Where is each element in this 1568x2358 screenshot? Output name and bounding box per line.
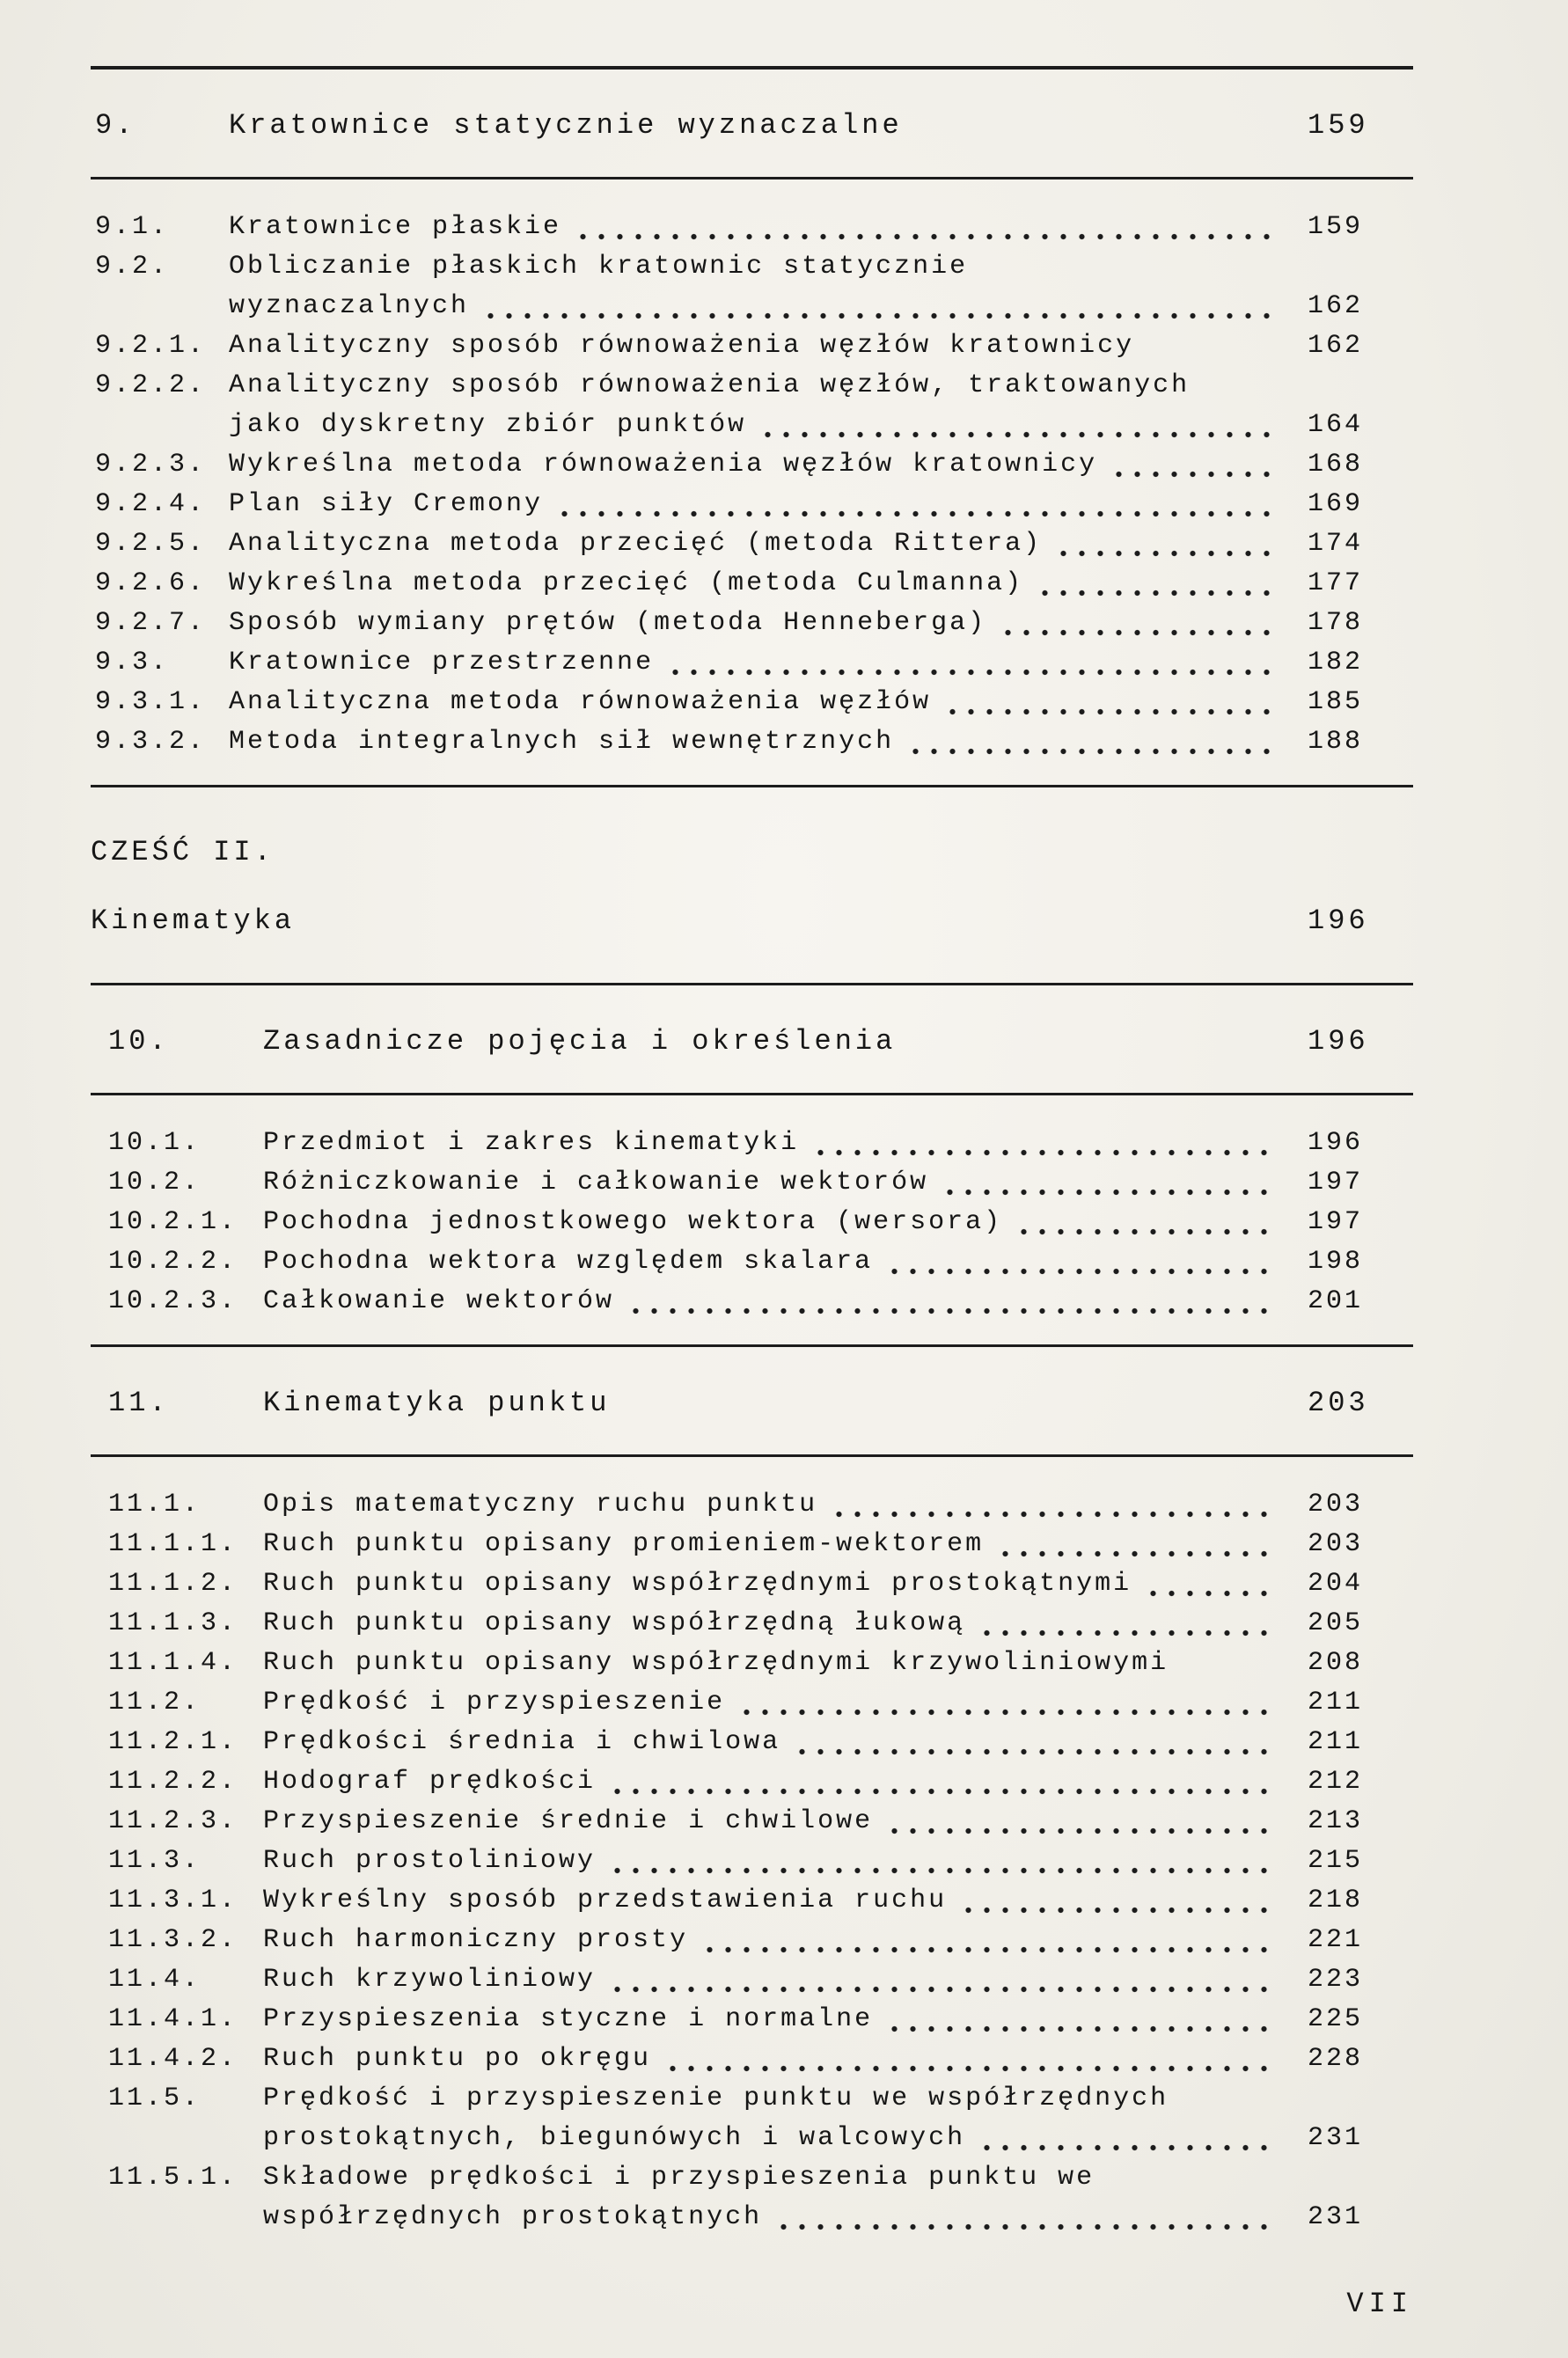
dot-leader	[811, 1124, 1271, 1163]
entry-page-number: 162	[1308, 291, 1364, 321]
toc-entry-line	[108, 1802, 1413, 1842]
dot-leader	[608, 1762, 1271, 1802]
dot-leader	[978, 2119, 1271, 2158]
dot-leader	[1144, 1564, 1271, 1604]
horizontal-rule	[91, 177, 1413, 179]
entry-title: Pochodna wektora względem skalara	[263, 1247, 874, 1277]
horizontal-rule	[91, 785, 1413, 787]
toc-entry-line	[108, 2198, 1413, 2237]
entry-title: Różniczkowanie i całkowanie wektorów	[263, 1168, 929, 1197]
part-title: Kinematyka	[91, 904, 296, 937]
toc-entry-line	[95, 326, 1413, 366]
entry-title: Wykreślny sposób przedstawienia ruchu	[263, 1886, 948, 1915]
dot-leader	[666, 643, 1271, 683]
toc-entry-line	[108, 1124, 1413, 1163]
section-title: Kinematyka punktu	[263, 1387, 611, 1419]
toc-entry-list	[91, 1124, 1413, 1322]
entry-page-number: 228	[1308, 2044, 1364, 2074]
toc-entry-line	[95, 406, 1413, 445]
entry-title: Kratownice płaskie	[229, 212, 562, 242]
toc-entry-line	[95, 683, 1413, 722]
entry-number: 11.3.1.	[108, 1886, 238, 1915]
toc-entry-line	[108, 1242, 1413, 1282]
entry-page-number: 178	[1308, 608, 1364, 638]
toc-entry	[108, 1802, 1413, 1842]
toc-entry	[108, 2079, 1413, 2158]
toc-entry-line	[108, 1282, 1413, 1322]
entry-page-number: 162	[1308, 331, 1364, 361]
dot-leader	[885, 1802, 1271, 1842]
section-heading	[91, 1021, 1413, 1063]
dot-leader	[885, 2000, 1271, 2039]
dot-leader	[978, 1604, 1271, 1644]
entry-page-number: 168	[1308, 450, 1364, 480]
dot-leader	[1181, 1644, 1271, 1683]
toc-entry-line	[108, 2039, 1413, 2079]
dot-leader	[959, 1881, 1271, 1921]
entry-number: 11.3.	[108, 1846, 201, 1876]
toc-entry	[95, 366, 1413, 445]
entry-page-number	[1308, 2158, 1413, 2198]
horizontal-rule	[91, 1454, 1413, 1457]
section-heading	[91, 1382, 1413, 1424]
toc-entry-line	[95, 208, 1413, 247]
toc-entry	[95, 326, 1413, 366]
section-page-number: 196	[1308, 1025, 1369, 1058]
entry-number: 9.2.1.	[95, 331, 207, 361]
toc-entry-list	[91, 1485, 1413, 2237]
toc-entry	[95, 722, 1413, 762]
entry-title: Pochodna jednostkowego wektora (wersora)	[263, 1207, 1003, 1237]
entry-page-number: 223	[1308, 1965, 1364, 1995]
entry-number: 10.2.1.	[108, 1207, 238, 1237]
toc-entry	[95, 604, 1413, 643]
toc-entry	[95, 445, 1413, 485]
toc-entry	[108, 1525, 1413, 1564]
entry-title: Metoda integralnych sił wewnętrznych	[229, 727, 895, 757]
toc-entry-line	[108, 1683, 1413, 1723]
entry-title: Analityczny sposób równoważenia węzłów, traktowanych	[229, 370, 1191, 400]
dot-leader	[1054, 524, 1271, 564]
section-title: Kratownice statycznie wyznaczalne	[229, 109, 903, 142]
spacer	[610, 1382, 1308, 1424]
folio-page-number: VII	[1346, 2288, 1413, 2320]
toc-entry	[108, 1564, 1413, 1604]
entry-page-number: 201	[1308, 1286, 1364, 1316]
entry-title: Ruch punktu opisany promieniem-wektorem	[263, 1529, 985, 1559]
entry-title: Analityczna metoda równoważenia węzłów	[229, 687, 932, 717]
toc-entry-line	[95, 287, 1413, 326]
part-heading	[91, 831, 1413, 942]
toc-entry	[95, 208, 1413, 247]
toc-entry-line	[95, 524, 1413, 564]
toc-entry	[108, 1124, 1413, 1163]
entry-title: Prędkość i przyspieszenie	[263, 1688, 726, 1717]
section-title: Zasadnicze pojęcia i określenia	[263, 1025, 897, 1058]
entry-title: Prędkość i przyspieszenie punktu we współrzędnych	[263, 2083, 1169, 2113]
toc-entry-line	[108, 1762, 1413, 1802]
entry-page-number	[1308, 366, 1413, 406]
entry-title: Przyspieszenie średnie i chwilowe	[263, 1806, 874, 1836]
toc-entry	[108, 1163, 1413, 1203]
dot-leader	[1036, 564, 1271, 604]
part-page-number: 196	[1308, 904, 1369, 937]
entry-title: Ruch prostoliniowy	[263, 1846, 597, 1876]
entry-page-number: 203	[1308, 1529, 1364, 1559]
dot-leader	[1147, 326, 1271, 366]
entry-title: Przyspieszenia styczne i normalne	[263, 2004, 874, 2034]
toc-entry	[95, 643, 1413, 683]
dot-leader	[608, 1960, 1271, 2000]
dot-leader	[663, 2039, 1271, 2079]
entry-title: Obliczanie płaskich kratownic statycznie	[229, 252, 969, 282]
part-label: CZEŚĆ II.	[91, 836, 275, 868]
toc-entry	[108, 1723, 1413, 1762]
dot-leader	[943, 683, 1271, 722]
dot-leader	[1181, 2079, 1271, 2119]
dot-leader	[885, 1242, 1271, 1282]
entry-page-number: 185	[1308, 687, 1364, 717]
entry-title: Hodograf prędkości	[263, 1767, 597, 1797]
entry-page-number: 225	[1308, 2004, 1364, 2034]
entry-page-number: 188	[1308, 727, 1364, 757]
entry-number: 10.1.	[108, 1128, 201, 1158]
entry-number: 9.2.5.	[95, 529, 207, 559]
horizontal-rule	[91, 66, 1413, 70]
spacer	[896, 1021, 1308, 1063]
entry-number	[108, 2198, 263, 2237]
entry-title: Całkowanie wektorów	[263, 1286, 615, 1316]
toc-entry-line	[108, 2158, 1413, 2198]
toc-entry	[108, 2000, 1413, 2039]
entry-page-number	[1308, 2079, 1413, 2119]
horizontal-rule	[91, 983, 1413, 985]
entry-number: 11.4.2.	[108, 2044, 238, 2074]
toc-entry-line	[108, 1604, 1413, 1644]
entry-number: 11.4.	[108, 1965, 201, 1995]
toc-entry-line	[108, 1564, 1413, 1604]
entry-number: 11.3.2.	[108, 1925, 238, 1955]
dot-leader	[700, 1921, 1271, 1960]
entry-number: 11.1.2.	[108, 1569, 238, 1599]
entry-page-number: 198	[1308, 1247, 1364, 1277]
horizontal-rule	[91, 1093, 1413, 1095]
toc-entry-line	[95, 643, 1413, 683]
entry-number: 11.5.1.	[108, 2163, 238, 2193]
entry-number	[95, 287, 229, 326]
dot-leader	[999, 604, 1271, 643]
entry-title: prostokątnych, biegunówych i walcowych	[263, 2123, 966, 2153]
dot-leader	[737, 1683, 1271, 1723]
entry-title: Ruch punktu opisany współrzędnymi krzywoliniowymi	[263, 1648, 1169, 1678]
entry-number: 11.4.1.	[108, 2004, 238, 2034]
dot-leader	[758, 406, 1271, 445]
toc-entry-line	[108, 2079, 1413, 2119]
entry-page-number: 197	[1308, 1207, 1364, 1237]
entry-number	[95, 406, 229, 445]
toc-entry-line	[108, 1525, 1413, 1564]
toc-entry	[108, 1762, 1413, 1802]
toc-entry	[108, 1921, 1413, 1960]
toc-entry	[108, 1960, 1413, 2000]
entry-title: Plan siły Cremony	[229, 489, 544, 519]
entry-page-number: 211	[1308, 1727, 1364, 1757]
toc-entry-line	[95, 604, 1413, 643]
entry-number: 10.2.3.	[108, 1286, 238, 1316]
toc-entry	[108, 2158, 1413, 2237]
toc-entry-line	[95, 722, 1413, 762]
entry-page-number: 169	[1308, 489, 1364, 519]
entry-page-number: 215	[1308, 1846, 1364, 1876]
entry-number: 11.5.	[108, 2083, 201, 2113]
entry-number: 10.2.	[108, 1168, 201, 1197]
dot-leader	[608, 1842, 1271, 1881]
entry-page-number: 213	[1308, 1806, 1364, 1836]
entry-title: Składowe prędkości i przyspieszenia punktu we	[263, 2163, 1095, 2193]
entry-page-number: 164	[1308, 410, 1364, 440]
entry-number: 9.2.	[95, 252, 170, 282]
entry-title: Ruch krzywoliniowy	[263, 1965, 597, 1995]
entry-number	[108, 2119, 263, 2158]
toc-entry	[108, 1644, 1413, 1683]
entry-title: Wykreślna metoda równoważenia węzłów kratownicy	[229, 450, 1098, 480]
part-title-row	[91, 900, 1413, 942]
toc-entry-line	[108, 2119, 1413, 2158]
toc-entry	[108, 1881, 1413, 1921]
entry-title: Ruch punktu opisany współrzędną łukową	[263, 1608, 966, 1638]
entry-title: Analityczna metoda przecięć (metoda Rittera)	[229, 529, 1043, 559]
entry-number: 9.3.	[95, 648, 170, 677]
section-number: 9.	[95, 109, 136, 142]
entry-page-number: 231	[1308, 2123, 1364, 2153]
toc-entry	[95, 485, 1413, 524]
entry-number: 11.1.	[108, 1490, 201, 1520]
entry-page-number: 218	[1308, 1886, 1364, 1915]
toc-entry	[108, 1842, 1413, 1881]
entry-title: Ruch harmoniczny prosty	[263, 1925, 689, 1955]
toc-entry-line	[108, 1203, 1413, 1242]
entry-number: 10.2.2.	[108, 1247, 238, 1277]
entry-number: 9.2.3.	[95, 450, 207, 480]
toc-entry-line	[95, 485, 1413, 524]
entry-number: 11.1.4.	[108, 1648, 238, 1678]
toc-content	[91, 66, 1413, 2237]
dot-leader	[626, 1282, 1271, 1322]
dot-leader	[906, 722, 1271, 762]
toc-entry-line	[95, 366, 1413, 406]
entry-number: 9.2.4.	[95, 489, 207, 519]
entry-number: 11.2.1.	[108, 1727, 238, 1757]
toc-entry	[108, 1203, 1413, 1242]
dot-leader	[574, 208, 1271, 247]
entry-title: jako dyskretny zbiór punktów	[229, 410, 747, 440]
entry-title: Ruch punktu opisany współrzędnymi prostokątnymi	[263, 1569, 1132, 1599]
entry-number: 9.2.6.	[95, 568, 207, 598]
dot-leader	[481, 287, 1271, 326]
entry-number: 9.2.2.	[95, 370, 207, 400]
entry-page-number: 231	[1308, 2202, 1364, 2232]
entry-page-number: 182	[1308, 648, 1364, 677]
toc-entry-line	[95, 445, 1413, 485]
entry-page-number: 174	[1308, 529, 1364, 559]
entry-page-number: 196	[1308, 1128, 1364, 1158]
entry-number: 11.2.3.	[108, 1806, 238, 1836]
dot-leader	[996, 1525, 1271, 1564]
toc-entry-line	[108, 1921, 1413, 1960]
toc-entry	[95, 683, 1413, 722]
entry-title: Kratownice przestrzenne	[229, 648, 655, 677]
entry-number: 9.3.1.	[95, 687, 207, 717]
entry-number: 11.1.3.	[108, 1608, 238, 1638]
entry-number: 9.1.	[95, 212, 170, 242]
dot-leader	[980, 247, 1271, 287]
toc-entry-list	[91, 208, 1413, 762]
entry-title: Sposób wymiany prętów (metoda Henneberga)	[229, 608, 987, 638]
dot-leader	[830, 1485, 1271, 1525]
section-number: 11.	[108, 1387, 170, 1419]
entry-page-number	[1308, 247, 1413, 287]
entry-page-number: 211	[1308, 1688, 1364, 1717]
section-page-number: 203	[1308, 1387, 1369, 1419]
entry-page-number: 212	[1308, 1767, 1364, 1797]
toc-entry-line	[108, 1723, 1413, 1762]
toc-entry-line	[108, 1163, 1413, 1203]
entry-title: Ruch punktu po okręgu	[263, 2044, 652, 2074]
spacer	[903, 105, 1308, 147]
entry-page-number: 159	[1308, 212, 1364, 242]
dot-leader	[793, 1723, 1271, 1762]
section-page-number: 159	[1308, 109, 1369, 142]
entry-number: 11.2.	[108, 1688, 201, 1717]
toc-entry-line	[108, 1485, 1413, 1525]
entry-page-number: 203	[1308, 1490, 1364, 1520]
entry-title: Wykreślna metoda przecięć (metoda Culmanna)	[229, 568, 1024, 598]
toc-entry-line	[108, 1842, 1413, 1881]
entry-title: Analityczny sposób równoważenia węzłów kratownicy	[229, 331, 1135, 361]
entry-page-number: 221	[1308, 1925, 1364, 1955]
toc-entry	[95, 247, 1413, 326]
toc-entry-line	[95, 247, 1413, 287]
toc-entry	[108, 1604, 1413, 1644]
dot-leader	[1110, 445, 1271, 485]
toc-entry-line	[108, 1960, 1413, 2000]
entry-number: 11.1.1.	[108, 1529, 238, 1559]
toc-entry-line	[108, 1644, 1413, 1683]
toc-entry	[108, 2039, 1413, 2079]
horizontal-rule	[91, 1344, 1413, 1347]
entry-number: 11.2.2.	[108, 1767, 238, 1797]
dot-leader	[555, 485, 1271, 524]
section-number: 10.	[108, 1025, 170, 1058]
toc-entry-line	[108, 2000, 1413, 2039]
toc-entry	[108, 1485, 1413, 1525]
toc-entry	[108, 1282, 1413, 1322]
dot-leader	[941, 1163, 1271, 1203]
entry-title: Prędkości średnia i chwilowa	[263, 1727, 781, 1757]
section-heading	[91, 105, 1413, 147]
dot-leader	[1107, 2158, 1271, 2198]
toc-entry	[108, 1242, 1413, 1282]
entry-page-number: 205	[1308, 1608, 1364, 1638]
entry-title: wyznaczalnych	[229, 291, 470, 321]
entry-page-number: 204	[1308, 1569, 1364, 1599]
entry-number: 9.3.2.	[95, 727, 207, 757]
entry-title: współrzędnych prostokątnych	[263, 2202, 763, 2232]
dot-leader	[1202, 366, 1271, 406]
entry-page-number: 208	[1308, 1648, 1364, 1678]
toc-entry-line	[108, 1881, 1413, 1921]
entry-page-number: 177	[1308, 568, 1364, 598]
toc-entry	[95, 564, 1413, 604]
spacer	[295, 900, 1308, 942]
entry-title: Opis matematyczny ruchu punktu	[263, 1490, 818, 1520]
page-footer	[91, 2283, 1413, 2325]
dot-leader	[1015, 1203, 1271, 1242]
toc-entry	[95, 524, 1413, 564]
toc-entry	[108, 1683, 1413, 1723]
entry-title: Przedmiot i zakres kinematyki	[263, 1128, 800, 1158]
entry-page-number: 197	[1308, 1168, 1364, 1197]
toc-entry-line	[95, 564, 1413, 604]
dot-leader	[774, 2198, 1271, 2237]
entry-number: 9.2.7.	[95, 608, 207, 638]
